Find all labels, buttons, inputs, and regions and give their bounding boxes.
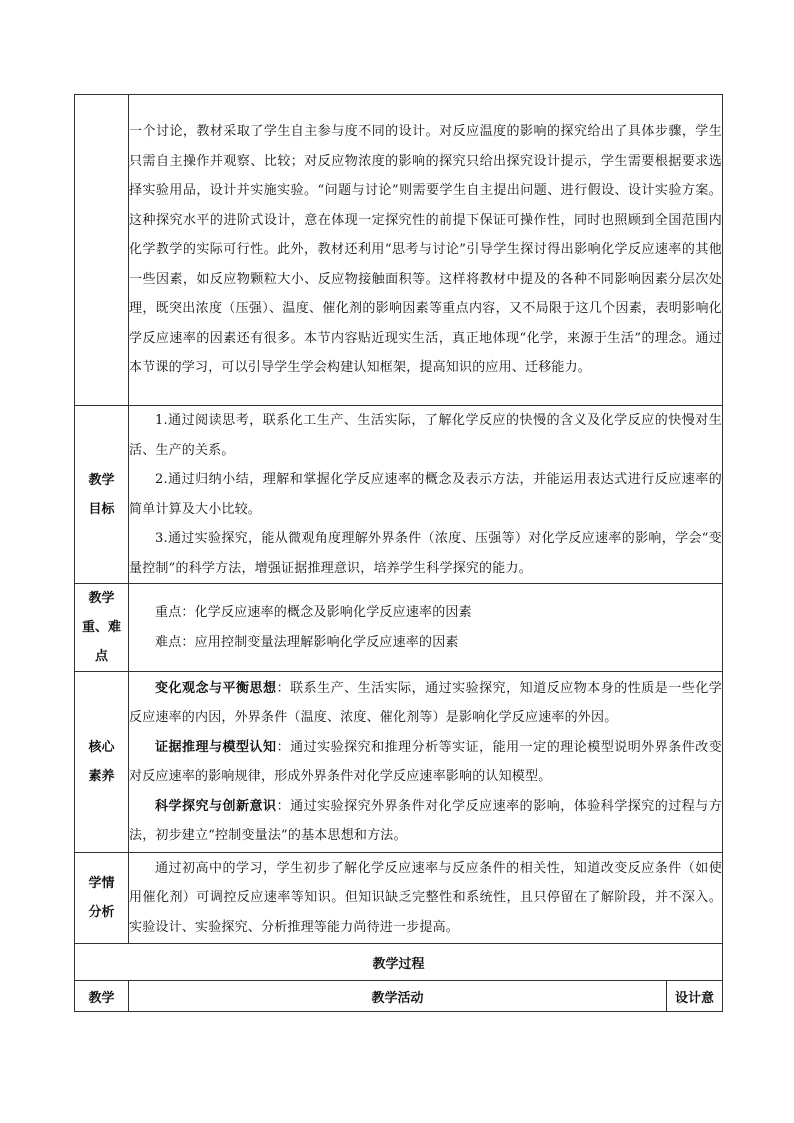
keypoints-label-line2: 重、难 [81,620,121,635]
process-col-stage: 教学 [75,981,129,1012]
literacy-label-line1: 核心 [88,740,115,755]
literacy-cell [129,672,723,853]
intro-cell [129,95,723,406]
process-title: 教学过程 [75,944,723,981]
goal-item: 1.通过阅读思考，联系化工生产、生活实际，了解化学反应的快慢的含义及化学反应的快慢对生活、生产的关系。 [129,413,722,458]
keypoints-row [75,584,723,672]
analysis-row [75,853,723,944]
analysis-text: 通过初高中的学习，学生初步了解化学反应速率与反应条件的相关性，知道改变反应条件（如使用催化剂）可调控反应速率等知识。但知识缺乏完整性和系统性，且只停留在了解阶段，并不深入。实验设计、实验探究、分析推理等能力尚待进一步提高。 [129,860,722,935]
literacy-item [129,733,722,792]
literacy-item-text: ：联系生产、生活实际，通过实验探究，知道反应物本身的性质是一些化学反应速率的内因，外界条件（温度、浓度、催化剂等）是影响化学反应速率的外因。 [129,680,722,725]
intro-row [75,95,723,406]
goals-label-line2: 目标 [88,501,115,517]
literacy-item-text: ：通过实验探究和推理分析等实证，能用一定的理论模型说明外界条件改变对反应速率的影响规律，形成外界条件对化学反应速率影响的认知模型。 [129,739,722,784]
intro-label-cell [75,95,129,406]
analysis-label-line1: 学情 [88,876,115,891]
keypoints-label [75,584,129,672]
difficult-point: 难点：应用控制变量法理解影响化学反应速率的因素 [155,634,459,650]
literacy-item-title: 科学探究与创新意识 [155,798,277,814]
lesson-plan-table [74,94,723,1012]
literacy-item [129,674,722,733]
literacy-row [75,672,723,853]
goals-row [75,406,723,584]
analysis-cell [129,853,723,944]
goals-label-line1: 教学 [88,472,115,488]
literacy-item-title: 变化观念与平衡思想 [155,680,277,696]
important-point: 重点：化学反应速率的概念及影响化学反应速率的因素 [155,605,472,620]
keypoints-label-line3: 点 [94,649,108,664]
analysis-label [75,853,129,944]
analysis-label-line2: 分析 [88,905,115,920]
goal-item: 2.通过归纳小结，理解和掌握化学反应速率的概念及表示方法，并能运用表达式进行反应速率的简单计算及大小比较。 [129,472,722,517]
keypoints-label-line1: 教学 [88,591,115,606]
literacy-label [75,672,129,853]
process-col-activity: 教学活动 [129,981,667,1012]
literacy-label-line2: 素养 [88,769,115,784]
process-columns-row [75,981,723,1012]
goal-item: 3.通过实验探究，能从微观角度理解外界条件（浓度、压强等）对化学反应速率的影响，学会“变量控制”的科学方法，增强证据推理意识，培养学生科学探究的能力。 [129,531,722,576]
process-col-intent: 设计意 [667,981,723,1012]
keypoints-cell [129,584,723,672]
intro-text: 一个讨论，教材采取了学生自主参与度不同的设计。对反应温度的影响的探究给出了具体步骤，学生只需自主操作并观察、比较；对反应物浓度的影响的探究只给出探究设计提示，学生需要根据要求选择实验用品，设计并实施实验。“问题与讨论”则需要学生自主提出问题、进行假设、设计实验方案。这种探究水平的进阶式设计，意在体现一定探究性的前提下保证可操作性，同时也照顾到全国范围内化学教学的实际可行性。此外，教材还利用“思考与讨论”引导学生探讨得出影响化学反应速率的其他一些因素，如反应物颗粒大小、反应物接触面积等。这样将教材中提及的各种不同影响因素分层次处理，既突出浓度（压强）、温度、催化剂的影响因素等重点内容，又不局限于这几个因素，表明影响化学反应速率的因素还有很多。本节内容贴近现实生活，真正地体现“化学，来源于生活”的理念。通过本节课的学习，可以引导学生学会构建认知框架，提高知识的应用、迁移能力。 [129,124,722,376]
goals-cell [129,406,723,584]
literacy-item-text: ：通过实验探究外界条件对化学反应速率的影响，体验科学探究的过程与方法，初步建立“控制变量法”的基本思想和方法。 [129,798,722,843]
goals-label [75,406,129,584]
process-title-row [75,944,723,981]
literacy-item-title: 证据推理与模型认知 [155,739,277,755]
literacy-item [129,792,722,851]
